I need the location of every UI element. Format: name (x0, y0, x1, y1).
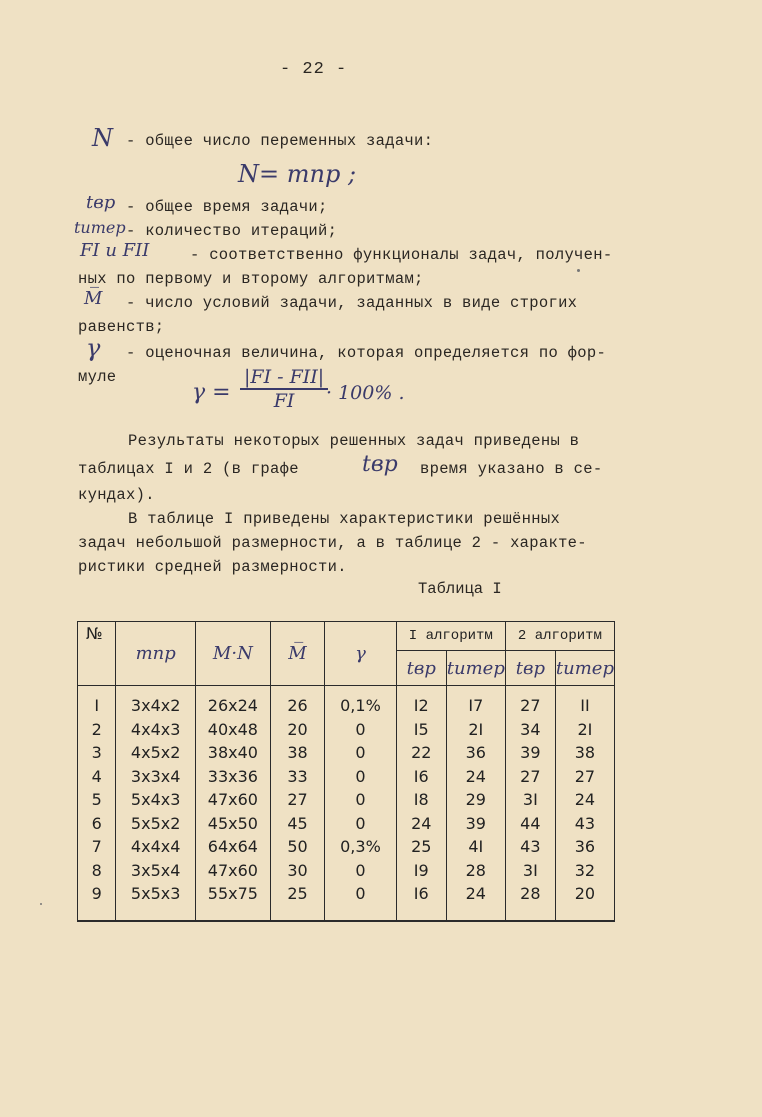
n-formula: N= mnp ; (238, 160, 357, 188)
cell-number: 7 (78, 835, 116, 859)
cell-alg2-titer: 43 (555, 812, 614, 836)
cell-alg1-titer: 24 (446, 882, 505, 921)
col-header-alg2-tvr: tвр (505, 651, 555, 686)
cell-mn: 47x60 (195, 859, 270, 883)
cell-alg2-titer: 2I (555, 718, 614, 742)
m-definition-line2: равенств; (78, 318, 165, 336)
gamma-definition-line1: - оценочная величина, которая определяется по фор- (126, 344, 607, 362)
cell-alg1-tvr: I9 (396, 859, 446, 883)
cell-alg2-titer: 38 (555, 741, 614, 765)
cell-mnp: 4x4x4 (116, 835, 196, 859)
cell-alg2-tvr: 3I (505, 859, 555, 883)
cell-mn: 26x24 (195, 686, 270, 718)
cell-alg2-titer: 32 (555, 859, 614, 883)
cell-number: I (78, 686, 116, 718)
cell-m: 33 (270, 765, 324, 789)
cell-alg2-tvr: 27 (505, 686, 555, 718)
f-symbols: FI и FII (80, 240, 150, 261)
col-header-alg2: 2 алгоритм (505, 622, 614, 651)
cell-mn: 47x60 (195, 788, 270, 812)
cell-alg1-tvr: 24 (396, 812, 446, 836)
cell-mn: 45x50 (195, 812, 270, 836)
para1-tvr-symbol: tвр (362, 452, 398, 477)
table-row (78, 788, 615, 812)
cell-m: 20 (270, 718, 324, 742)
cell-gamma: 0 (325, 812, 397, 836)
table-row (78, 812, 615, 836)
page-number: - 22 - (280, 60, 348, 79)
cell-alg2-titer: 27 (555, 765, 614, 789)
table-body (78, 686, 615, 921)
cell-m: 26 (270, 686, 324, 718)
para2-line1: В таблице I приведены характеристики решённых (128, 510, 561, 528)
cell-m: 27 (270, 788, 324, 812)
table-row (78, 741, 615, 765)
gamma-definition-line2: муле (78, 368, 117, 386)
cell-mnp: 5x5x2 (116, 812, 196, 836)
cell-alg1-tvr: 22 (396, 741, 446, 765)
cell-number: 6 (78, 812, 116, 836)
cell-gamma: 0 (325, 741, 397, 765)
para1-line2b: время указано в се- (420, 460, 603, 478)
f-definition-line1: - соответственно функционалы задач, получен- (190, 246, 613, 264)
col-header-alg2-titer: tитер (555, 651, 614, 686)
para1-line3: кундах). (78, 486, 155, 504)
para2-line2: задач небольшой размерности, а в таблице 2 - характе- (78, 534, 587, 552)
cell-m: 30 (270, 859, 324, 883)
titer-definition: - количество итераций; (126, 222, 338, 240)
paper-speck (577, 269, 580, 272)
cell-gamma: 0,3% (325, 835, 397, 859)
cell-number: 4 (78, 765, 116, 789)
cell-gamma: 0 (325, 765, 397, 789)
cell-alg2-tvr: 44 (505, 812, 555, 836)
col-header-alg1-titer: tитер (446, 651, 505, 686)
cell-mnp: 5x5x3 (116, 882, 196, 921)
cell-m: 25 (270, 882, 324, 921)
cell-alg2-tvr: 3I (505, 788, 555, 812)
cell-gamma: 0 (325, 882, 397, 921)
cell-mnp: 5x4x3 (116, 788, 196, 812)
table-row (78, 686, 615, 718)
gamma-formula-numerator: |FI - FII| (240, 366, 328, 390)
cell-mnp: 4x5x2 (116, 741, 196, 765)
cell-alg2-tvr: 39 (505, 741, 555, 765)
titer-symbol: tитер (74, 218, 126, 237)
m-definition-line1: - число условий задачи, заданных в виде строгих (126, 294, 578, 312)
cell-alg1-tvr: I5 (396, 718, 446, 742)
col-header-mnp: mnp (116, 622, 196, 686)
table-caption: Таблица I (418, 580, 502, 598)
cell-alg1-titer: 29 (446, 788, 505, 812)
cell-gamma: 0 (325, 788, 397, 812)
cell-alg2-titer: 36 (555, 835, 614, 859)
cell-mnp: 4x4x3 (116, 718, 196, 742)
cell-mnp: 3x5x4 (116, 859, 196, 883)
para1-line1: Результаты некоторых решенных задач приведены в (128, 432, 580, 450)
cell-alg1-tvr: I6 (396, 882, 446, 921)
gamma-formula-fraction (240, 366, 328, 412)
cell-mn: 38x40 (195, 741, 270, 765)
cell-alg1-titer: 2I (446, 718, 505, 742)
para2-line3: ристики средней размерности. (78, 558, 347, 576)
cell-number: 5 (78, 788, 116, 812)
cell-gamma: 0,1% (325, 686, 397, 718)
cell-alg1-tvr: I6 (396, 765, 446, 789)
cell-mn: 55x75 (195, 882, 270, 921)
cell-alg2-titer: 24 (555, 788, 614, 812)
col-header-gamma: γ (325, 622, 397, 686)
cell-alg2-titer: 20 (555, 882, 614, 921)
cell-mn: 33x36 (195, 765, 270, 789)
para1-line2a: таблицах I и 2 (в графе (78, 460, 299, 478)
cell-alg1-titer: 39 (446, 812, 505, 836)
cell-mn: 40x48 (195, 718, 270, 742)
tvr-definition: - общее время задачи; (126, 198, 328, 216)
cell-number: 2 (78, 718, 116, 742)
cell-number: 3 (78, 741, 116, 765)
table-row (78, 859, 615, 883)
col-header-m: M̅ (270, 622, 324, 686)
gamma-symbol: γ (86, 334, 101, 362)
n-definition: - общее число переменных задачи: (126, 132, 434, 150)
gamma-formula-lhs: γ = (192, 380, 231, 405)
cell-alg1-tvr: 25 (396, 835, 446, 859)
gamma-formula-rhs: · 100% . (326, 382, 405, 404)
col-header-alg1-tvr: tвр (396, 651, 446, 686)
cell-alg1-tvr: I8 (396, 788, 446, 812)
table-row (78, 835, 615, 859)
cell-gamma: 0 (325, 718, 397, 742)
cell-alg1-titer: 4I (446, 835, 505, 859)
tvr-symbol: tвр (86, 192, 116, 213)
f-definition-line2: ных по первому и второму алгоритмам; (78, 270, 424, 288)
cell-alg2-titer: II (555, 686, 614, 718)
gamma-formula-denominator: FI (273, 390, 295, 412)
cell-m: 50 (270, 835, 324, 859)
cell-mnp: 3x3x4 (116, 765, 196, 789)
cell-alg1-titer: I7 (446, 686, 505, 718)
n-symbol: N (92, 124, 113, 152)
cell-alg1-tvr: I2 (396, 686, 446, 718)
table-row (78, 718, 615, 742)
paper-speck (40, 903, 42, 905)
cell-alg1-titer: 28 (446, 859, 505, 883)
cell-alg1-titer: 36 (446, 741, 505, 765)
cell-mnp: 3x4x2 (116, 686, 196, 718)
cell-m: 38 (270, 741, 324, 765)
cell-alg2-tvr: 43 (505, 835, 555, 859)
table-row (78, 882, 615, 921)
results-table (77, 621, 615, 922)
col-header-number: № (78, 622, 116, 686)
cell-number: 9 (78, 882, 116, 921)
cell-mn: 64x64 (195, 835, 270, 859)
cell-m: 45 (270, 812, 324, 836)
cell-alg2-tvr: 27 (505, 765, 555, 789)
cell-alg1-titer: 24 (446, 765, 505, 789)
col-header-mn: M·N (195, 622, 270, 686)
cell-alg2-tvr: 34 (505, 718, 555, 742)
cell-gamma: 0 (325, 859, 397, 883)
col-header-alg1: I алгоритм (396, 622, 505, 651)
table-row (78, 765, 615, 789)
cell-alg2-tvr: 28 (505, 882, 555, 921)
cell-number: 8 (78, 859, 116, 883)
m-symbol: M̅ (84, 288, 103, 309)
